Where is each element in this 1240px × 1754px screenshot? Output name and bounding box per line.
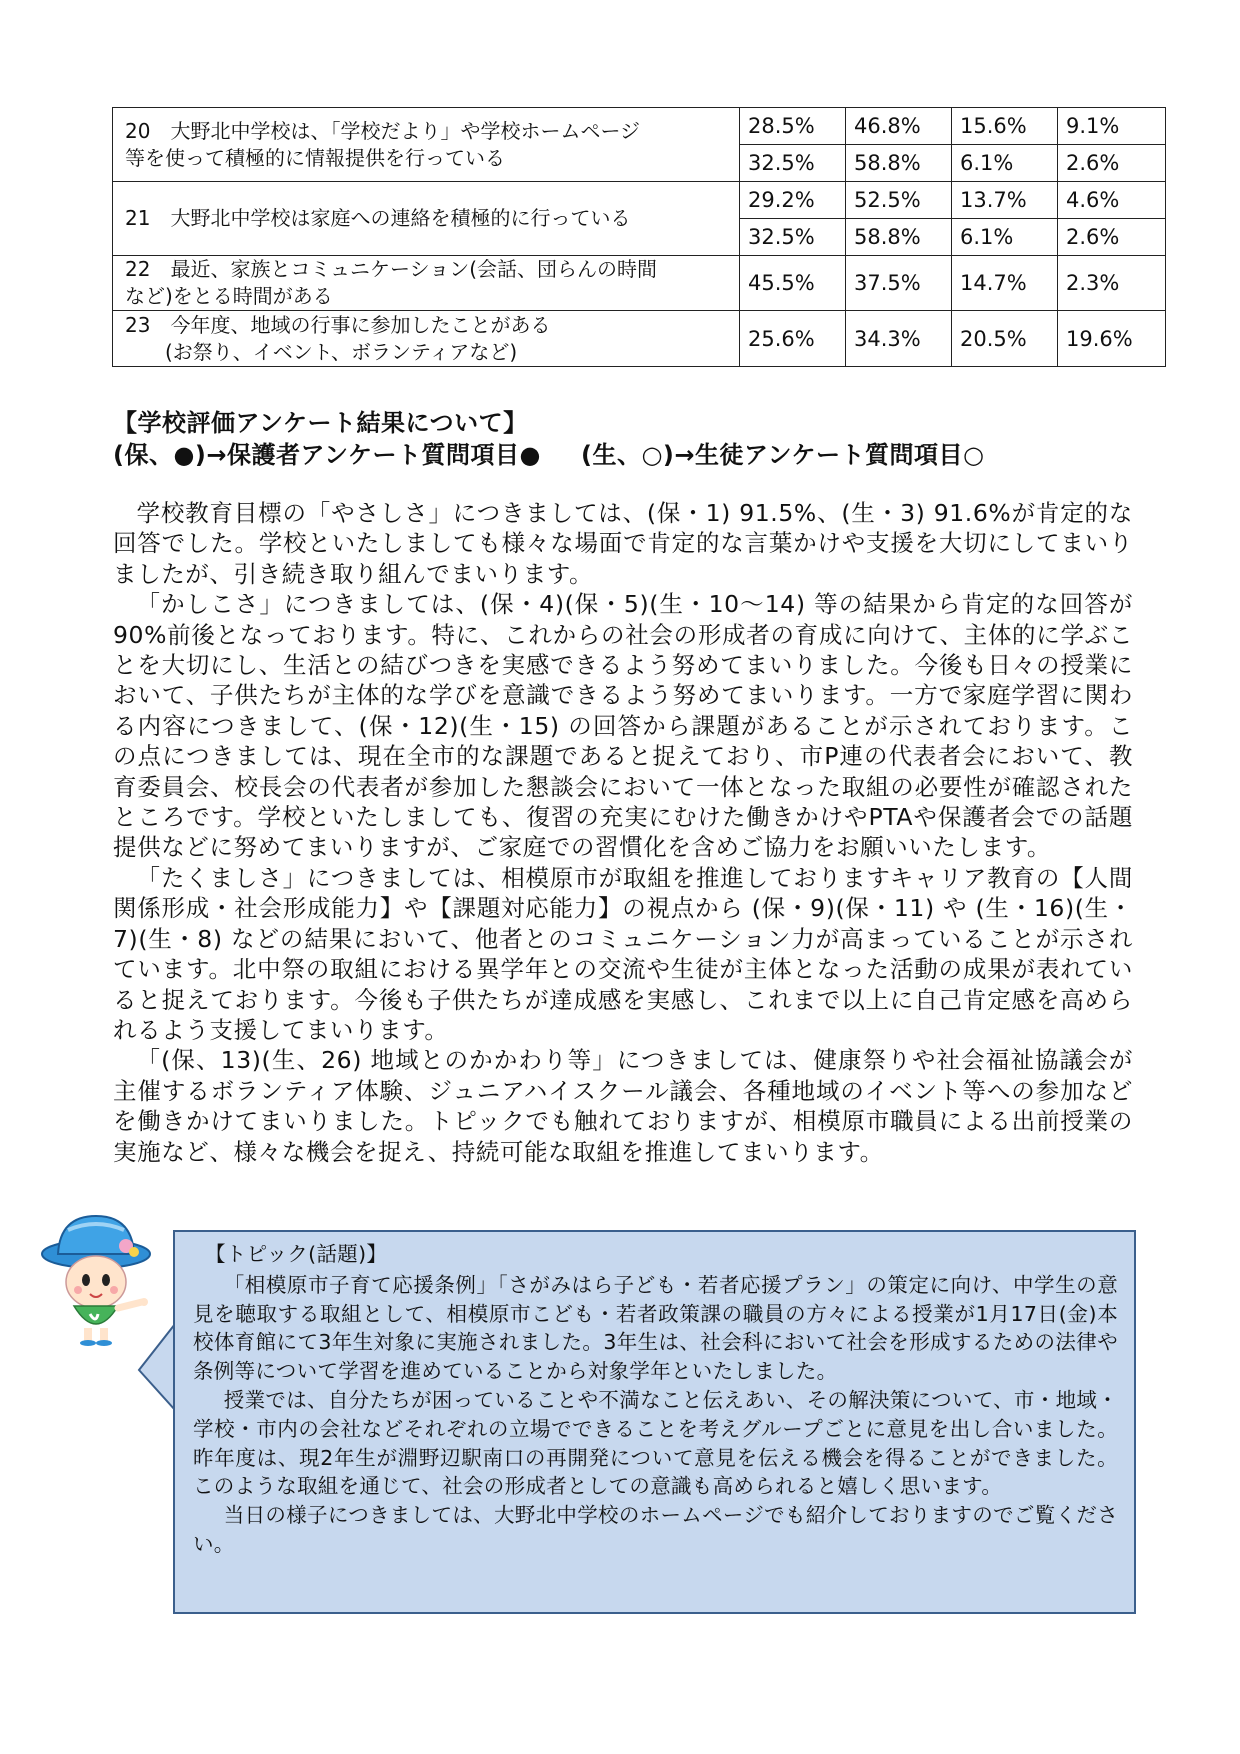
- legend-student: (生、○)→生徒アンケート質問項目○: [581, 441, 985, 469]
- value-cell: 32.5%: [740, 219, 846, 256]
- topic-content: [193, 1240, 1118, 1559]
- table-row: [113, 311, 1166, 367]
- value-cell: 58.8%: [846, 219, 952, 256]
- value-cell: 20.5%: [952, 311, 1058, 367]
- question-cell: [113, 108, 740, 182]
- evaluation-body: [113, 498, 1133, 1167]
- value-cell: 52.5%: [846, 182, 952, 219]
- value-cell: 6.1%: [952, 219, 1058, 256]
- value-cell: 25.6%: [740, 311, 846, 367]
- value-cell: 14.7%: [952, 256, 1058, 311]
- question-text: 20 大野北中学校は、「学校だより」や学校ホームページ: [125, 118, 641, 143]
- value-cell: 19.6%: [1058, 311, 1166, 367]
- value-cell: 28.5%: [740, 108, 846, 145]
- value-cell: 29.2%: [740, 182, 846, 219]
- value-cell: 4.6%: [1058, 182, 1166, 219]
- value-cell: 13.7%: [952, 182, 1058, 219]
- question-text: 等を使って積極的に情報提供を行っている: [125, 145, 505, 170]
- legend-guardian: (保、●)→保護者アンケート質問項目●: [113, 441, 541, 469]
- topic-title: 【トピック(話題)】: [205, 1242, 388, 1266]
- question-text: 21 大野北中学校は家庭への連絡を積極的に行っている: [125, 206, 631, 230]
- value-cell: 58.8%: [846, 145, 952, 182]
- table-row: [113, 256, 1166, 311]
- question-cell: [113, 311, 740, 367]
- value-cell: 37.5%: [846, 256, 952, 311]
- question-text: など)をとる時間がある: [125, 284, 333, 308]
- table-row: [113, 182, 1166, 219]
- topic-paragraph: 「相模原市子育て応援条例」「さがみはら子ども・若者応援プラン」の策定に向け、中学生の意見を聴取する取組として、相模原市こども・若者政策課の職員の方々による授業が1月17日(金)本校体育館にて3年生対象に実施されました。3年生は、社会科において社会を形成するための法律や条例等について学習を進めていることから対象学年といたしました。: [193, 1272, 1118, 1384]
- question-text: 23 今年度、地域の行事に参加したことがある: [125, 312, 551, 337]
- value-cell: 6.1%: [952, 145, 1058, 182]
- value-cell: 9.1%: [1058, 108, 1166, 145]
- value-cell: 45.5%: [740, 256, 846, 311]
- topic-paragraph: 当日の様子につきましては、大野北中学校のホームページでも紹介しておりますのでご覧ください。: [193, 1503, 1118, 1556]
- value-cell: 2.6%: [1058, 219, 1166, 256]
- section-title: 【学校評価アンケート結果について】: [113, 409, 528, 437]
- survey-results-table: [112, 107, 1166, 367]
- paragraph: 「たくましさ」につきましては、相模原市が取組を推進しておりますキャリア教育の【人間関係形成・社会形成能力】や【課題対応能力】の視点から (保・9)(保・11) や (生・16)(生・7)(生・8) などの結果において、他者とのコミュニケーション力が高まっていることが示されています。北中祭の取組における異学年との交流や生徒が主体となった活動の成果が表れていると捉えております。今後も子供たちが達成感を実感し、これまで以上に自己肯定感を高められるよう支援してまいります。: [113, 863, 1133, 1044]
- paragraph: 「かしこさ」につきましては、(保・4)(保・5)(生・10～14) 等の結果から肯定的な回答が90%前後となっております。特に、これからの社会の形成者の育成に向けて、主体的に学ぶことを大切にし、生活との結びつきを実感できるよう努めてまいりました。今後も日々の授業において、子供たちが主体的な学びを意識できるよう努めてまいります。一方で家庭学習に関わる内容につきまして、(保・12)(生・15) の回答から課題があることが示されております。この点につきましては、現在全市的な課題であると捉えており、市P連の代表者会において、教育委員会、校長会の代表者が参加した懇談会において一体となった取組の必要性が確認されたところです。学校といたしましても、復習の充実にむけた働きかけやPTAや保護者会での話題提供などに努めてまいりますが、ご家庭での習慣化を含めご協力をお願いいたします。: [113, 590, 1133, 862]
- value-cell: 15.6%: [952, 108, 1058, 145]
- question-text: 22 最近、家族とコミュニケーション(会話、団らんの時間: [125, 257, 658, 281]
- value-cell: 34.3%: [846, 311, 952, 367]
- topic-paragraph: 授業では、自分たちが困っていることや不満なこと伝えあい、その解決策について、市・地域・学校・市内の会社などそれぞれの立場でできることを考えグループごとに意見を出し合いました。昨年度は、現2年生が淵野辺駅南口の再開発について意見を伝える機会を得ることができました。このような取組を通じて、社会の形成者としての意識も高められると嬉しく思います。: [193, 1387, 1118, 1499]
- speech-pointer-icon: [137, 1322, 177, 1412]
- topic-box: [173, 1230, 1136, 1614]
- value-cell: 32.5%: [740, 145, 846, 182]
- value-cell: 2.6%: [1058, 145, 1166, 182]
- value-cell: 46.8%: [846, 108, 952, 145]
- table-row: [113, 108, 1166, 145]
- question-text: (お祭り、イベント、ボランティアなど): [165, 339, 518, 364]
- question-cell: [113, 256, 740, 311]
- paragraph: 「(保、13)(生、26) 地域とのかかわり等」につきましては、健康祭りや社会福祉協議会が主催するボランティア体験、ジュニアハイスクール議会、各種地域のイベント等への参加などを働きかけてまいりました。トピックでも触れておりますが、相模原市職員による出前授業の実施など、様々な機会を捉え、持続可能な取組を推進してまいります。: [113, 1046, 1133, 1166]
- paragraph: 学校教育目標の「やさしさ」につきましては、(保・1) 91.5%、(生・3) 91.6%が肯定的な回答でした。学校といたしましても様々な場面で肯定的な言葉かけや支援を大切にしてまいりましたが、引き続き取り組んでまいります。: [113, 499, 1133, 588]
- section-legend: [113, 438, 985, 472]
- value-cell: 2.3%: [1058, 256, 1166, 311]
- question-cell: [113, 182, 740, 256]
